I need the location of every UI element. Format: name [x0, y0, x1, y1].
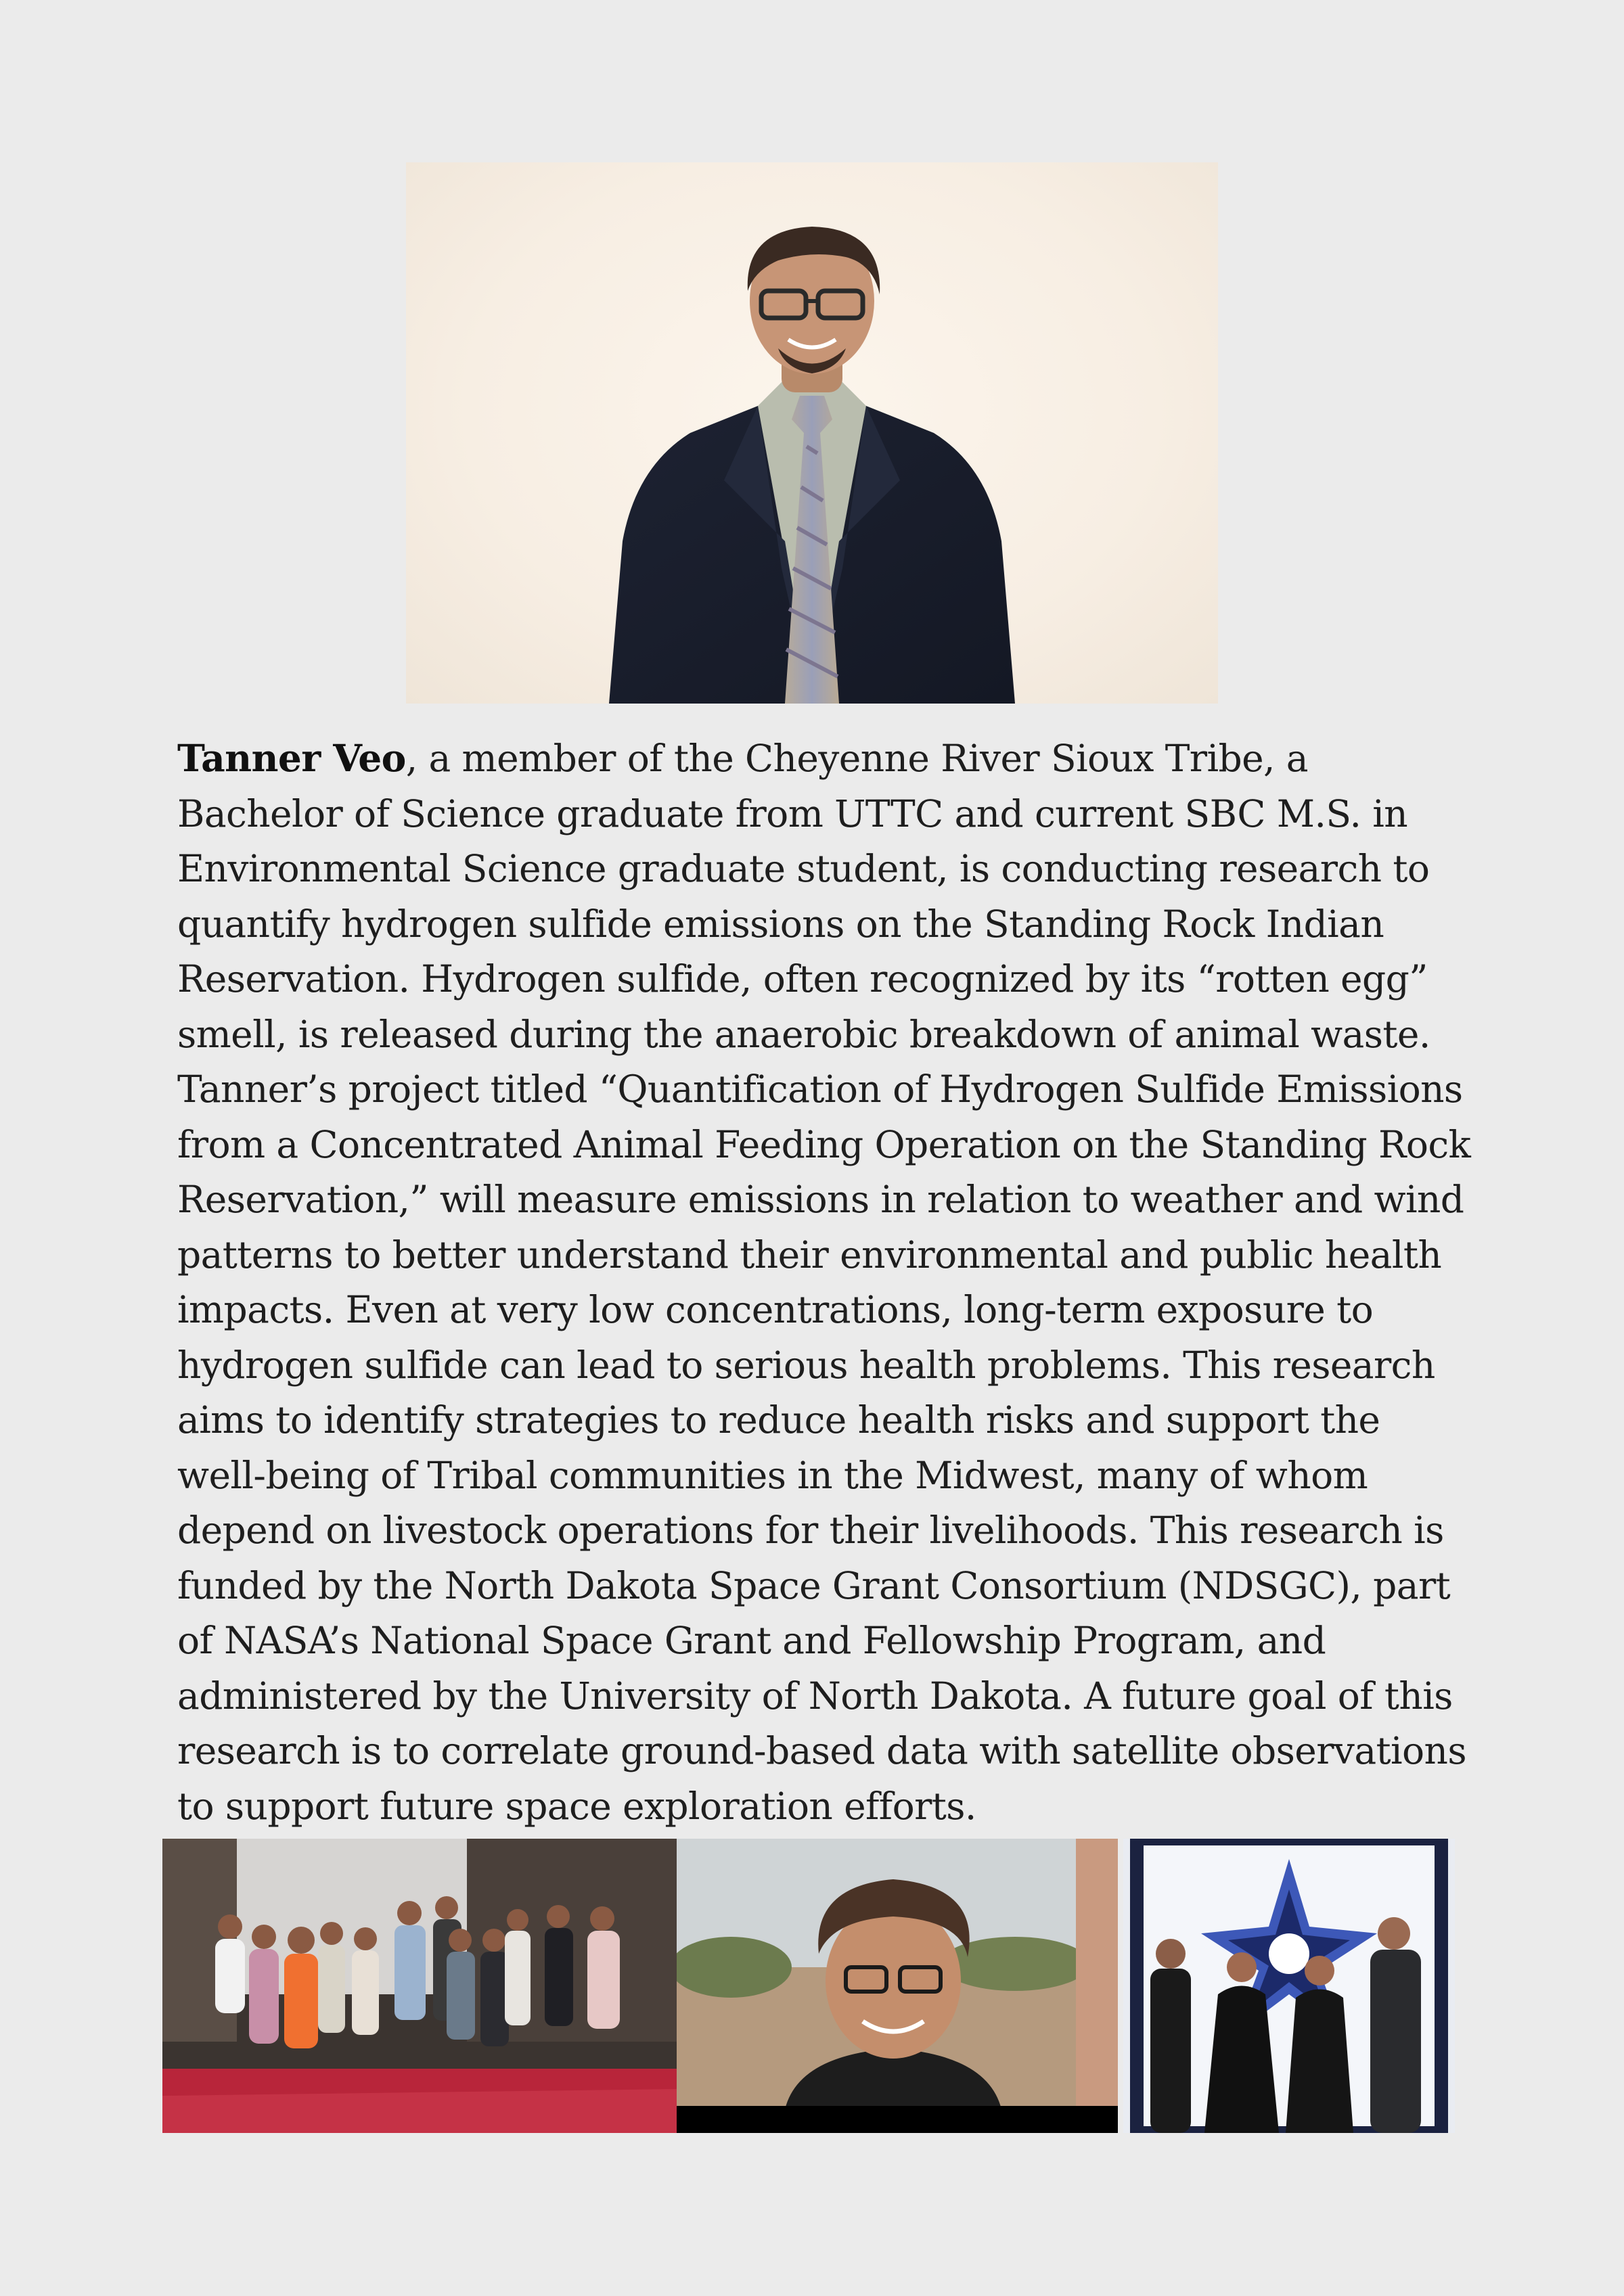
quilt-group-photo	[1123, 1839, 1455, 2133]
bio-text: , a member of the Cheyenne River Sioux Tribe, a Bachelor of Science graduate from UTTC and current SBC M.S. in Environmental Science graduate student, is conducting research to quantify hydrogen sulfide emissions on the Standing Rock Indian Reservation. Hydrogen sulfide, often recognized by its “rotten egg” smell, is released during the anaerobic breakdown of animal waste. Tanner’s project titled “Quantification of Hydrogen Sulfide Emissions from a Concentrated Animal Feeding Operation on the Standing Rock Reservation,” will measure emissions in relation to weather and wind patterns to better understand their environmental and public health impacts. Even at very low concentrations, long-term exposure to hydrogen sulfide can lead to serious health problems. This research aims to identify strategies to reduce health risks and support the well-being of Tribal communities in the Midwest, many of whom depend on livestock operations for their livelihoods. This research is funded by the North Dakota Space Grant Consortium (NDSGC), part of NASA’s National Space Grant and Fellowship Program, and administered by the University of North Dakota. A future goal of this research is to correlate ground-based data with satellite observations to support future space exploration efforts.	[177, 737, 1471, 1828]
portrait-photo	[406, 162, 1218, 704]
bio-name: Tanner Veo	[177, 736, 406, 780]
group-photo	[162, 1839, 677, 2133]
bio-paragraph	[177, 731, 1476, 1834]
field-selfie-photo	[677, 1839, 1118, 2133]
